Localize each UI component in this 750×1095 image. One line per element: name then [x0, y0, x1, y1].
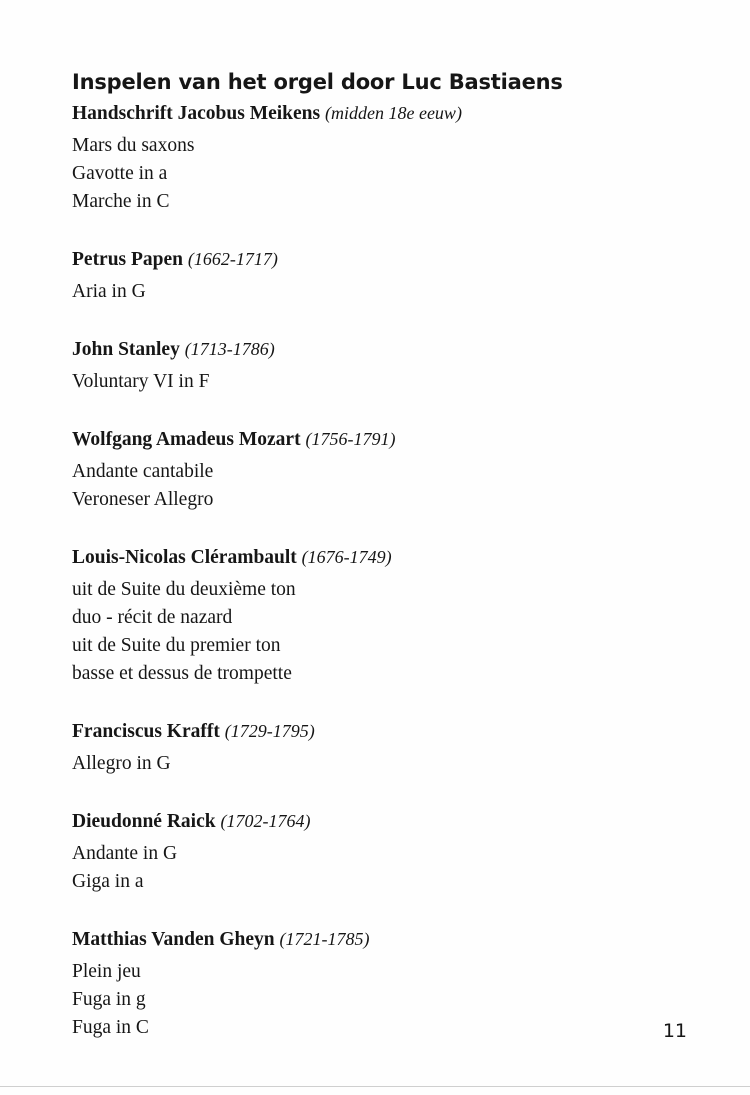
composer-name: Franciscus Krafft: [72, 721, 220, 742]
composer-dates: (1756-1791): [305, 429, 396, 449]
piece-title: uit de Suite du premier ton: [72, 635, 281, 656]
program-section: [72, 807, 692, 896]
piece-title: Veroneser Allegro: [72, 489, 214, 510]
composer-name: Wolfgang Amadeus Mozart: [72, 429, 301, 450]
composer-line: [72, 245, 692, 274]
composer-name: Matthias Vanden Gheyn: [72, 929, 275, 950]
composer-name: Petrus Papen: [72, 249, 184, 270]
composer-dates: (midden 18e eeuw): [324, 103, 462, 123]
composer-line: [72, 543, 692, 572]
composer-name: John Stanley: [72, 339, 180, 360]
piece-title: Fuga in C: [72, 1017, 149, 1038]
program-section: [72, 925, 692, 1042]
piece-list: [72, 958, 692, 1042]
piece-title: duo - récit de nazard: [72, 607, 233, 628]
piece-list: [72, 750, 692, 778]
piece-list: [72, 278, 692, 306]
composer-dates: (1729-1795): [224, 721, 315, 741]
program-section: [72, 425, 692, 514]
composer-line: [72, 425, 692, 454]
program-section: [72, 717, 692, 778]
piece-title: Marche in C: [72, 191, 170, 212]
composer-line: [72, 335, 692, 364]
piece-title: Andante in G: [72, 843, 178, 864]
composer-dates: (1713-1786): [184, 339, 275, 359]
piece-title: Fuga in g: [72, 989, 146, 1010]
piece-title: Giga in a: [72, 871, 144, 892]
program-list: [72, 99, 692, 1042]
page-edge-divider: [0, 1086, 750, 1087]
program-content: [72, 66, 692, 1042]
program-section: [72, 245, 692, 306]
piece-title: uit de Suite du deuxième ton: [72, 579, 296, 600]
composer-line: [72, 925, 692, 954]
piece-title: basse et dessus de trompette: [72, 663, 292, 684]
program-section: [72, 543, 692, 688]
piece-title: Aria in G: [72, 281, 146, 302]
program-section: [72, 99, 692, 216]
piece-title: Plein jeu: [72, 961, 141, 982]
composer-dates: (1702-1764): [220, 811, 311, 831]
composer-dates: (1721-1785): [279, 929, 370, 949]
piece-title: Andante cantabile: [72, 461, 214, 482]
composer-dates: (1676-1749): [301, 547, 392, 567]
composer-name: Handschrift Jacobus Meikens: [72, 103, 321, 124]
composer-name: Louis-Nicolas Clérambault: [72, 547, 297, 568]
piece-title: Mars du saxons: [72, 135, 195, 156]
composer-line: [72, 717, 692, 746]
piece-title: Voluntary VI in F: [72, 371, 210, 392]
piece-list: [72, 458, 692, 514]
composer-line: [72, 807, 692, 836]
piece-list: [72, 132, 692, 216]
piece-title: Gavotte in a: [72, 163, 168, 184]
program-section: [72, 335, 692, 396]
piece-list: [72, 368, 692, 396]
composer-name: Dieudonné Raick: [72, 811, 216, 832]
page-title: Inspelen van het orgel door Luc Bastiaens: [72, 70, 563, 94]
page-number: 11: [662, 1020, 687, 1042]
piece-title: Allegro in G: [72, 753, 171, 774]
composer-dates: (1662-1717): [187, 249, 278, 269]
piece-list: [72, 576, 692, 688]
composer-line: [72, 99, 692, 128]
piece-list: [72, 840, 692, 896]
